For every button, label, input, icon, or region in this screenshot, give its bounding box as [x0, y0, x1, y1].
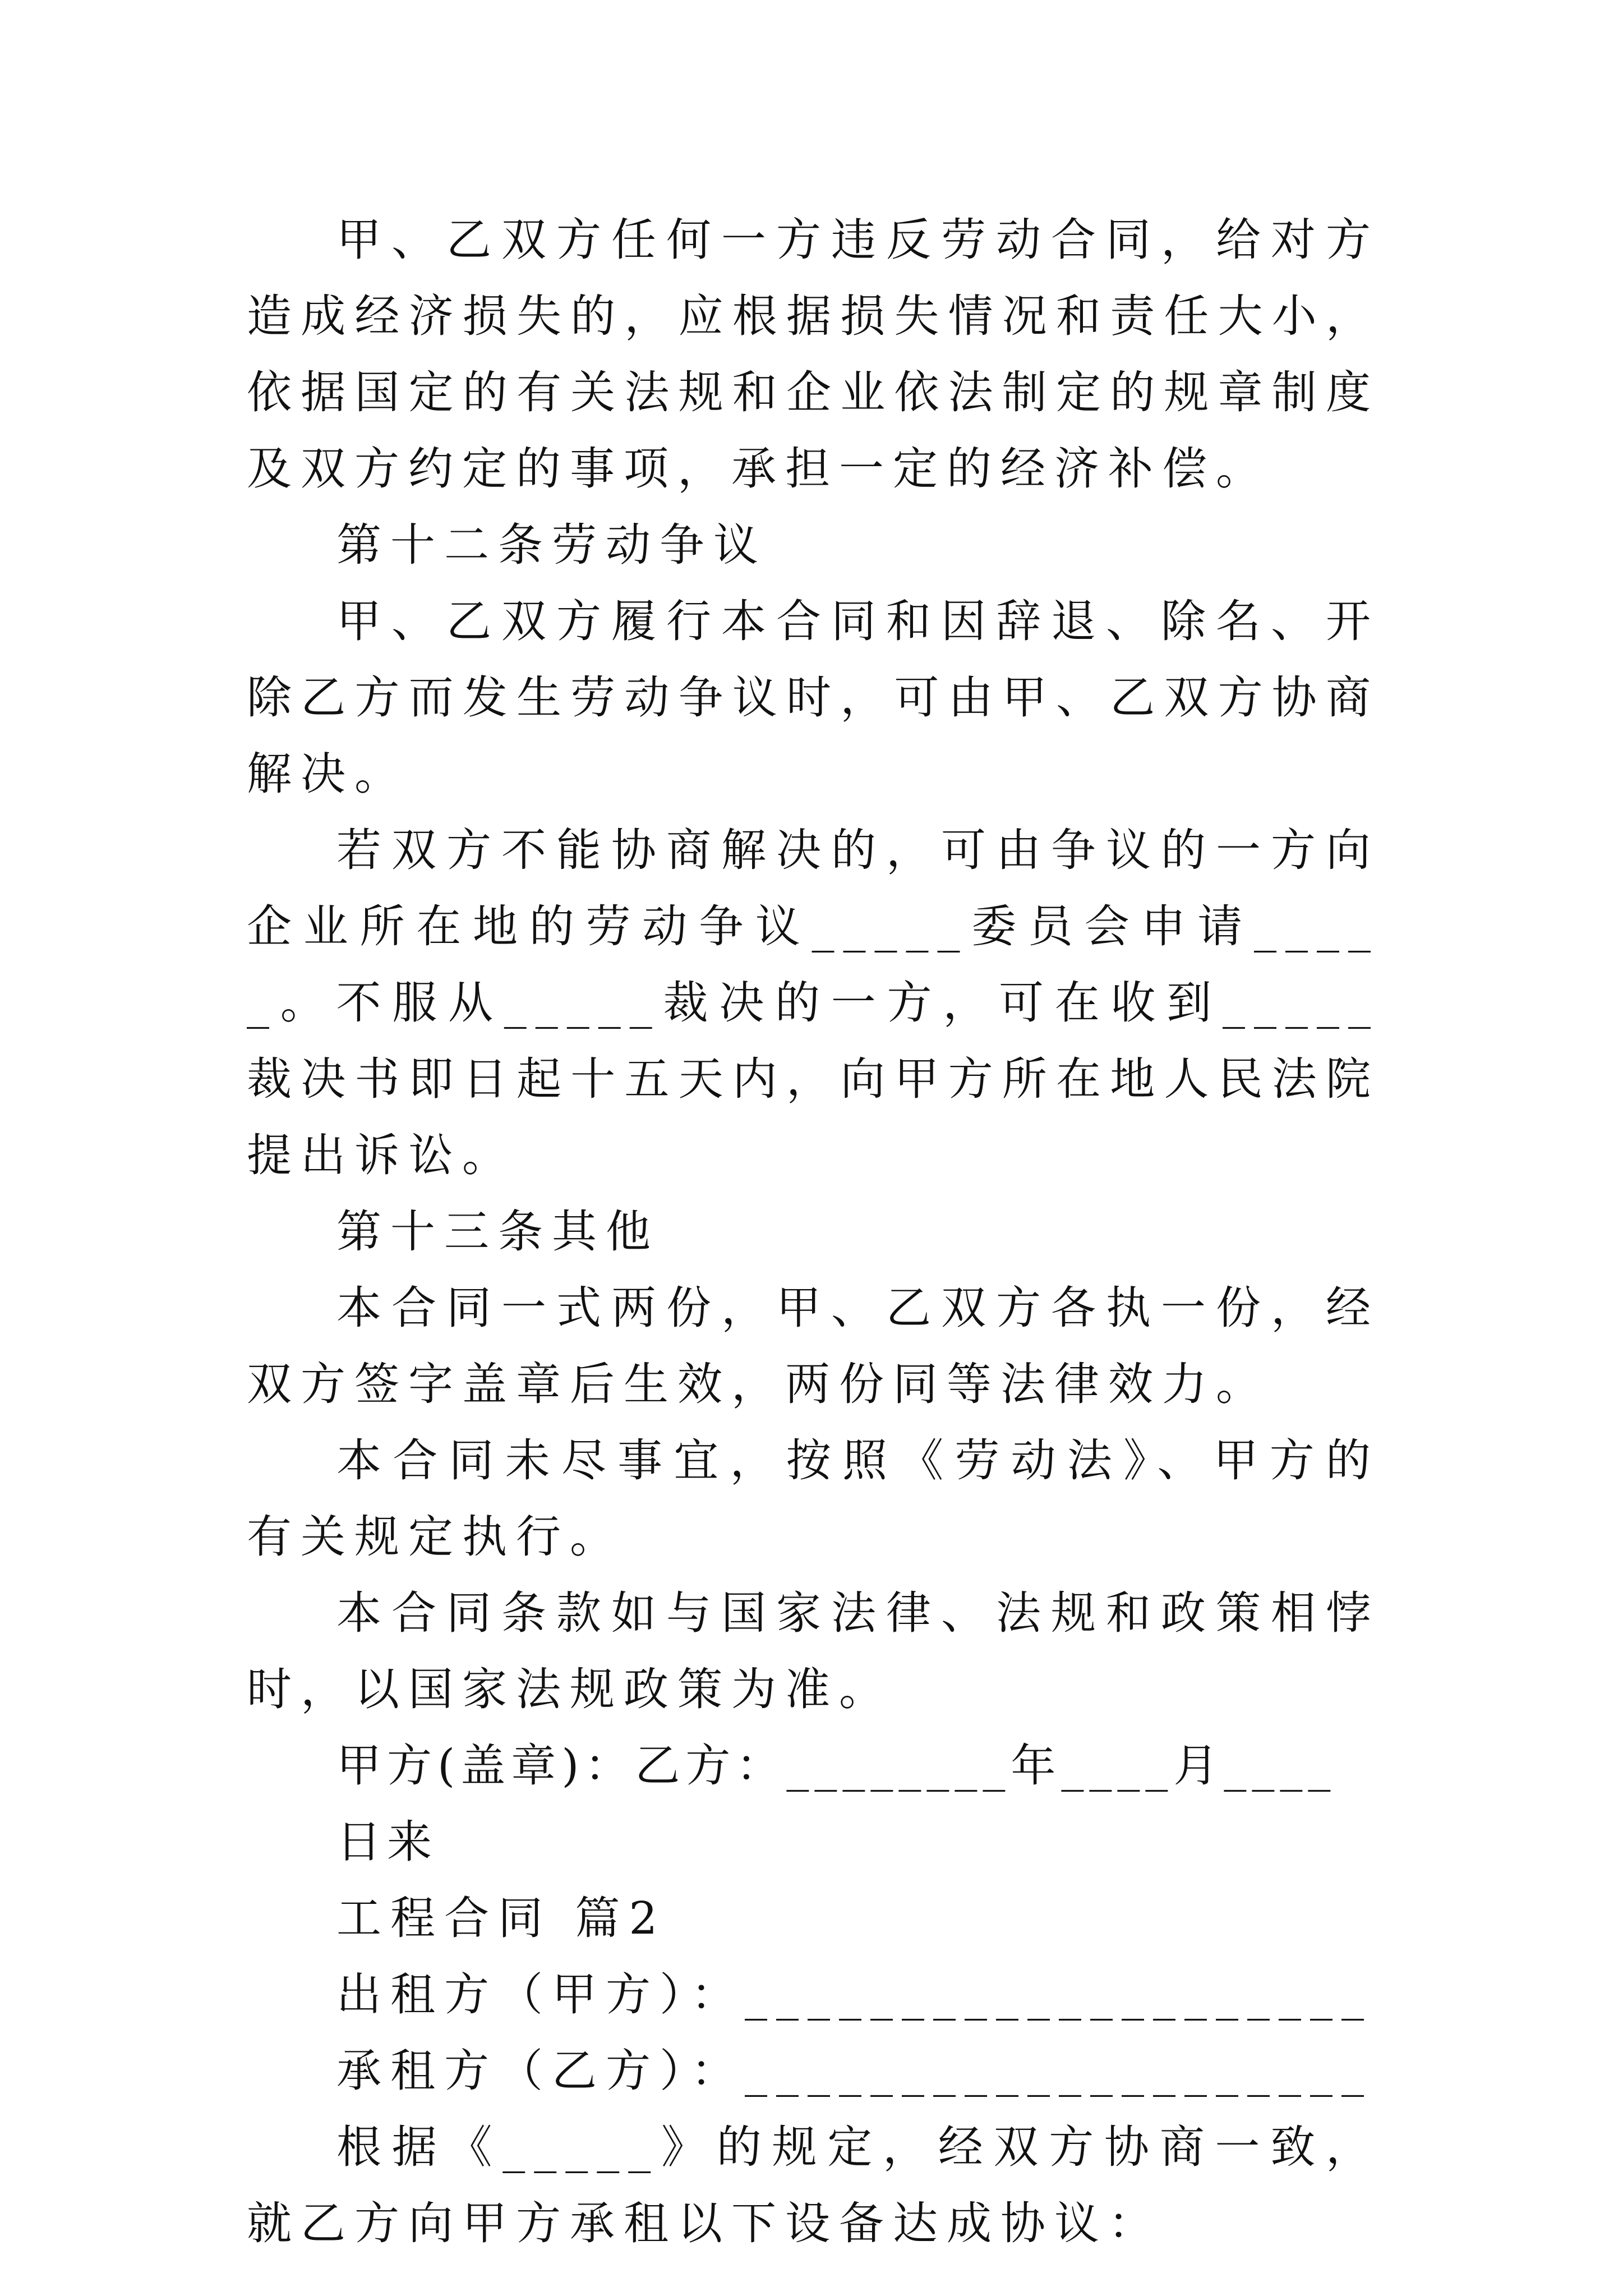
heading-article-12: 第十二条劳动争议 — [336, 519, 767, 571]
lessor-field-line: 出租方（甲方）：____________________ — [336, 1968, 1373, 2021]
signature-line: 甲方(盖章)：乙方：________年____月____日来 — [336, 1740, 1336, 1868]
paragraph-legal-conflict: 本合同条款如与国家法律、法规和政策相悖时，以国家法规政策为准。 — [247, 1587, 1380, 1715]
paragraph-dispute-arbitration: 若双方不能协商解决的，可由争议的一方向企业所在地的劳动争议_____委员会申请_____。不服从_____裁决的一方，可在收到_____裁决书即日起十五天内，向甲方所在地人民法院提出诉讼。 — [247, 824, 1380, 1181]
paragraph-copies: 本合同一式两份，甲、乙双方各执一份，经双方签字盖章后生效，两份同等法律效力。 — [247, 1282, 1380, 1410]
paragraph-lease-basis: 根据《_____》的规定，经双方协商一致，就乙方向甲方承租以下设备达成协议： — [247, 2121, 1380, 2249]
section-title-contract-2: 工程合同 篇2 — [336, 1892, 667, 1944]
document-body — [247, 202, 1380, 2262]
paragraph-breach-compensation: 甲、乙双方任何一方违反劳动合同，给对方造成经济损失的，应根据损失情况和责任大小，依据国定的有关法规和企业依法制定的规章制度及双方约定的事项，承担一定的经济补偿。 — [247, 214, 1380, 495]
lessee-field-line: 承租方（乙方）：____________________ — [336, 2045, 1373, 2097]
paragraph-dispute-negotiation: 甲、乙双方履行本合同和因辞退、除名、开除乙方而发生劳动争议时，可由甲、乙双方协商解决。 — [247, 595, 1380, 800]
paragraph-unresolved-matters: 本合同未尽事宜，按照《劳动法》、甲方的有关规定执行。 — [247, 1434, 1380, 1563]
heading-article-13: 第十三条其他 — [336, 1205, 660, 1258]
